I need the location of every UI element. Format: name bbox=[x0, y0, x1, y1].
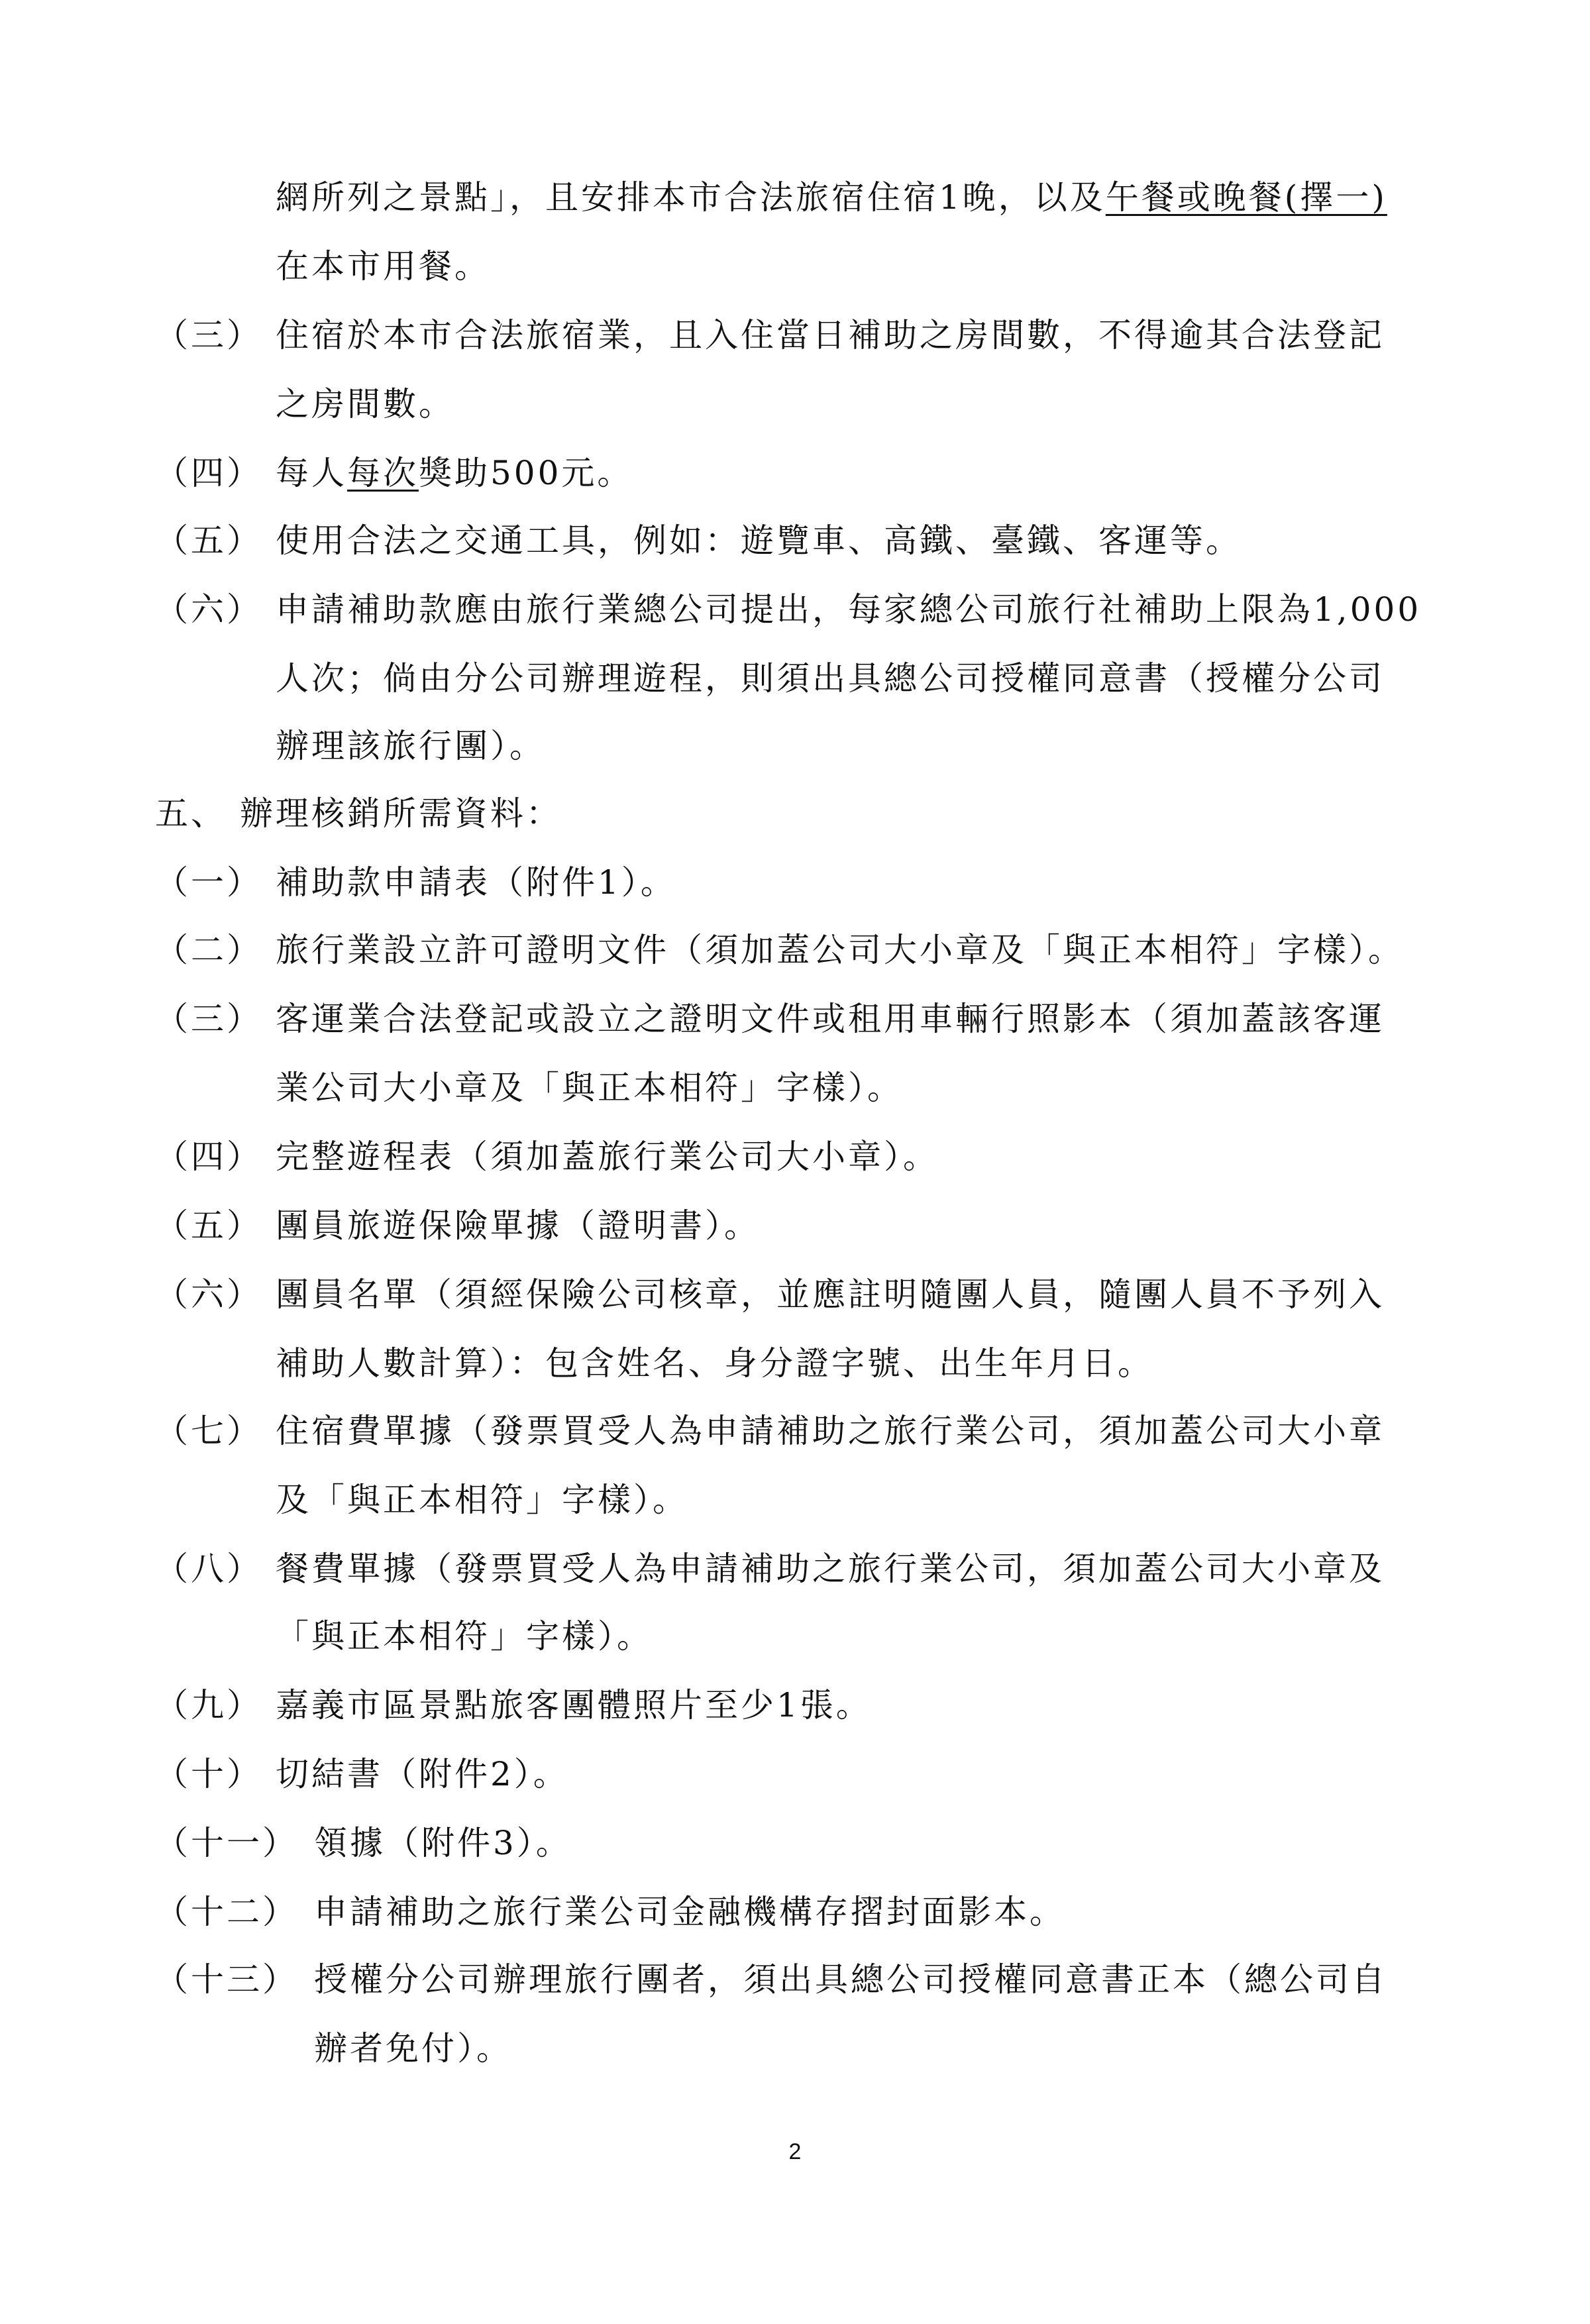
text-span: 及「與正本相符」字樣）。 bbox=[276, 1481, 688, 1519]
item-text: 住宿費單據（發票買受人為申請補助之旅行業公司，須加蓋公司大小章 bbox=[276, 1412, 1385, 1450]
item-text: 完整遊程表（須加蓋旅行業公司大小章）。 bbox=[276, 1137, 939, 1176]
attachment-item-11 bbox=[155, 1823, 572, 1863]
item-label: （十三） bbox=[155, 1960, 298, 1999]
item-label: （六） bbox=[155, 590, 262, 629]
text-span: 網所列之景點」，且安排本市合法旅宿住宿1晚，以及 bbox=[276, 178, 1106, 217]
list-item-6 bbox=[155, 590, 1421, 629]
list-item-5 bbox=[155, 521, 1242, 560]
item-text: 住宿於本市合法旅宿業，且入住當日補助之房間數，不得逾其合法登記 bbox=[276, 316, 1385, 354]
text-span: 在本市用餐。 bbox=[276, 247, 490, 286]
item-label: （十） bbox=[155, 1755, 262, 1793]
item-label: （六） bbox=[155, 1275, 262, 1314]
paragraph-line bbox=[276, 1616, 653, 1656]
text-span: 補助人數計算）：包含姓名、身分證字號、出生年月日。 bbox=[276, 1344, 1153, 1383]
attachment-item-6 bbox=[155, 1275, 1385, 1314]
paragraph-line bbox=[276, 246, 490, 286]
item-label: （九） bbox=[155, 1686, 262, 1724]
item-text: 領據（附件3）。 bbox=[314, 1824, 572, 1862]
item-label: （三） bbox=[155, 316, 262, 354]
section-title: 五、 辦理核銷所需資料： bbox=[155, 794, 562, 833]
item-text: 旅行業設立許可證明文件（須加蓋公司大小章及「與正本相符」字樣）。 bbox=[276, 931, 1404, 969]
paragraph-line bbox=[314, 2029, 512, 2068]
page-number: 2 bbox=[788, 2139, 802, 2164]
item-label: （五） bbox=[155, 1206, 262, 1245]
paragraph-line bbox=[276, 726, 545, 766]
item-text: 餐費單據（發票買受人為申請補助之旅行業公司，須加蓋公司大小章及 bbox=[276, 1550, 1385, 1588]
text-span: 辦者免付）。 bbox=[314, 2029, 512, 2068]
item-label: （十一） bbox=[155, 1824, 298, 1862]
paragraph-line bbox=[276, 1480, 688, 1520]
text-span: 「與正本相符」字樣）。 bbox=[276, 1617, 653, 1656]
underlined-text: 每次 bbox=[347, 454, 419, 492]
item-text: 切結書（附件2）。 bbox=[276, 1755, 569, 1793]
attachment-item-9 bbox=[155, 1685, 872, 1725]
paragraph-line bbox=[276, 384, 454, 424]
item-label: （五） bbox=[155, 521, 262, 560]
text-span: 之房間數。 bbox=[276, 385, 454, 423]
text-span: 辦理該旅行團）。 bbox=[276, 727, 545, 765]
paragraph-line bbox=[276, 1344, 1153, 1383]
item-text: 申請補助之旅行業公司金融機構存摺封面影本。 bbox=[314, 1893, 1065, 1931]
paragraph-line bbox=[276, 1068, 903, 1108]
item-label: （二） bbox=[155, 931, 262, 969]
item-text: 使用合法之交通工具，例如：遊覽車、高鐵、臺鐵、客運等。 bbox=[276, 521, 1242, 560]
item-text: 團員名單（須經保險公司核章，並應註明隨團人員，隨團人員不予列入 bbox=[276, 1275, 1385, 1314]
item-text: 授權分公司辦理旅行團者，須出具總公司授權同意書正本（總公司自 bbox=[314, 1960, 1387, 1999]
attachment-item-2 bbox=[155, 930, 1404, 970]
attachment-item-3 bbox=[155, 999, 1385, 1039]
paragraph-line bbox=[276, 178, 1387, 217]
attachment-item-4 bbox=[155, 1137, 939, 1177]
attachment-item-13 bbox=[155, 1960, 1387, 1999]
item-label: （七） bbox=[155, 1412, 262, 1450]
underlined-text: 午餐或晚餐(擇一) bbox=[1105, 178, 1387, 217]
attachment-item-8 bbox=[155, 1549, 1385, 1589]
item-label: （十二） bbox=[155, 1893, 298, 1931]
list-item-3 bbox=[155, 315, 1385, 355]
item-label: （三） bbox=[155, 1000, 262, 1038]
attachment-item-10 bbox=[155, 1754, 569, 1794]
item-text: 申請補助款應由旅行業總公司提出，每家總公司旅行社補助上限為1,000 bbox=[276, 590, 1422, 629]
item-label: （四） bbox=[155, 1137, 262, 1176]
text-span: 每人 bbox=[276, 454, 347, 492]
item-text: 嘉義市區景點旅客團體照片至少1張。 bbox=[276, 1686, 872, 1724]
text-span: 獎助500元。 bbox=[419, 454, 633, 492]
attachment-item-7 bbox=[155, 1411, 1385, 1451]
text-span: 人次；倘由分公司辦理遊程，則須出具總公司授權同意書（授權分公司 bbox=[276, 659, 1385, 698]
item-label: （一） bbox=[155, 863, 262, 902]
item-label: （四） bbox=[155, 454, 262, 492]
item-text: 客運業合法登記或設立之證明文件或租用車輛行照影本（須加蓋該客運 bbox=[276, 1000, 1385, 1038]
item-text: 團員旅遊保險單據（證明書）。 bbox=[276, 1206, 760, 1245]
attachment-item-12 bbox=[155, 1892, 1065, 1932]
list-item-4 bbox=[155, 453, 633, 493]
item-label: （八） bbox=[155, 1550, 262, 1588]
paragraph-line bbox=[276, 659, 1385, 698]
text-span: 業公司大小章及「與正本相符」字樣）。 bbox=[276, 1069, 903, 1107]
attachment-item-1 bbox=[155, 863, 676, 902]
section-heading bbox=[155, 794, 562, 833]
attachment-item-5 bbox=[155, 1206, 760, 1245]
item-text: 補助款申請表（附件1）。 bbox=[276, 863, 676, 902]
